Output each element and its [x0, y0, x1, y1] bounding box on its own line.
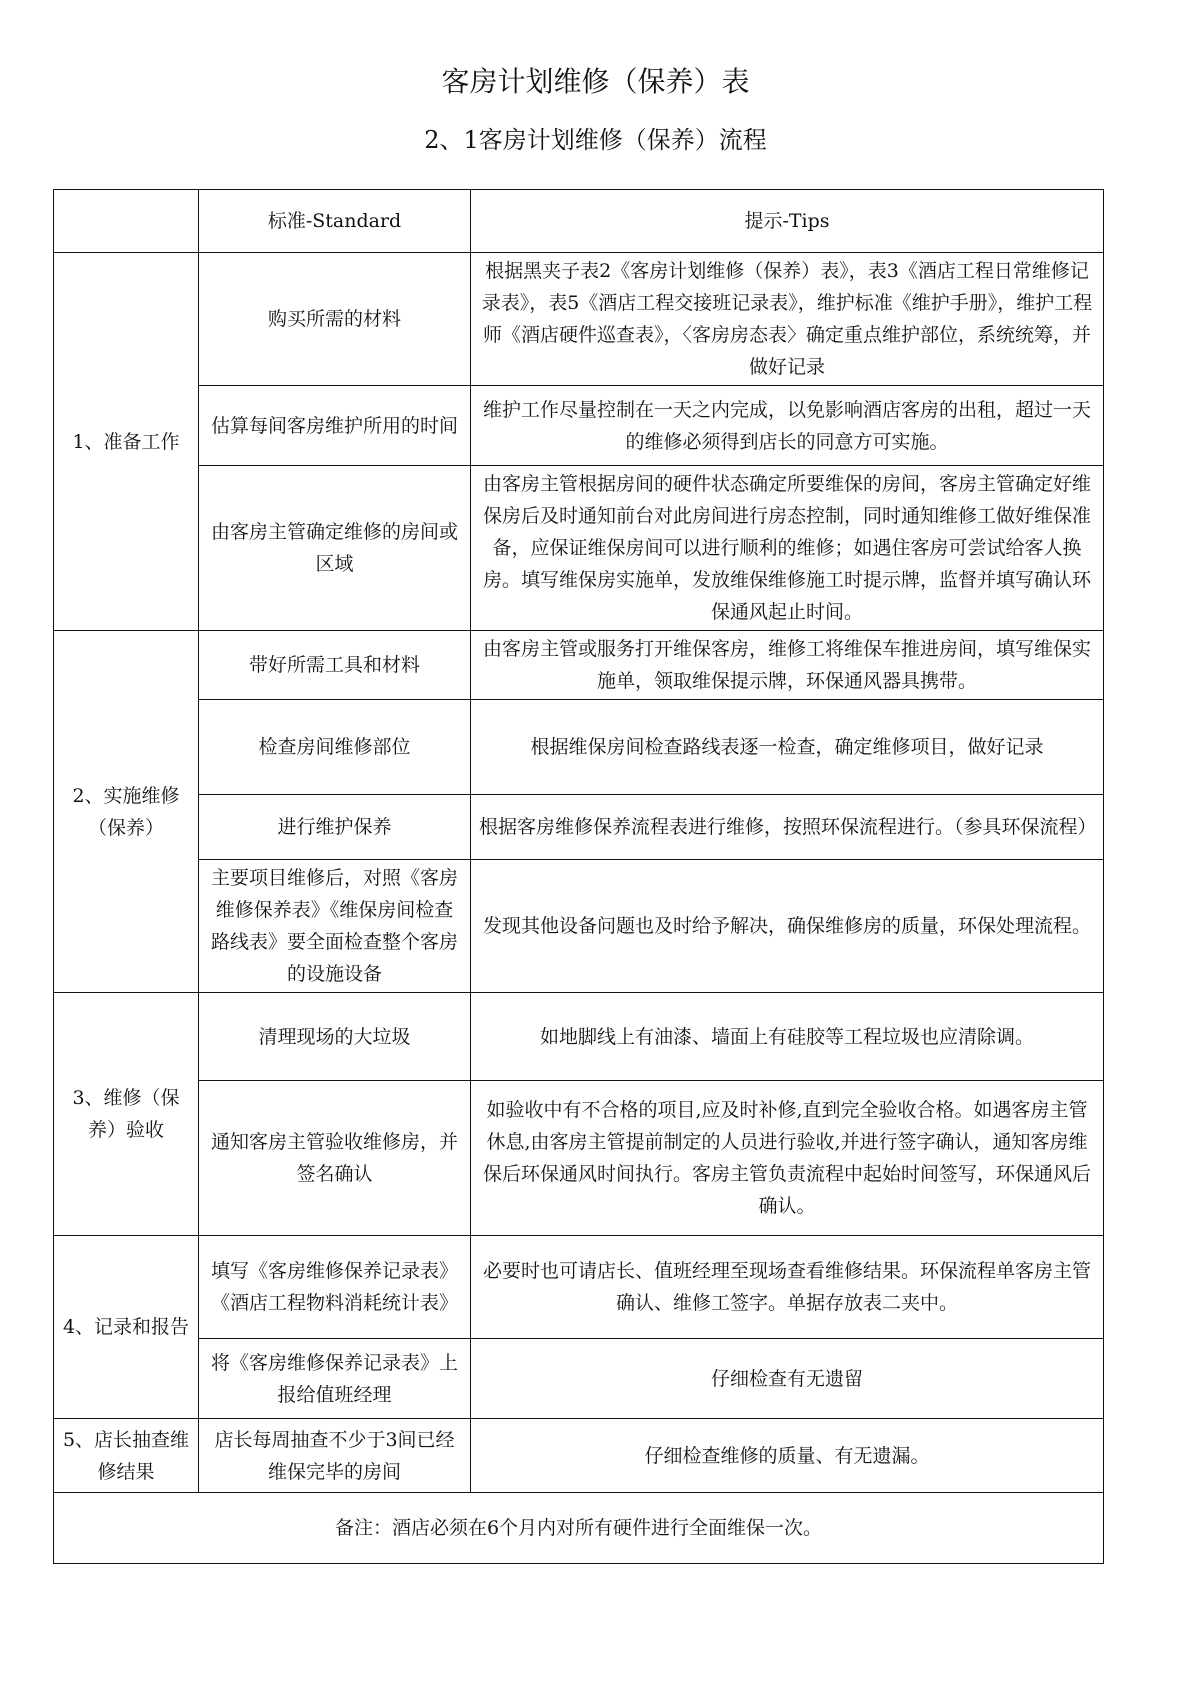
tip-cell: 必要时也可请店长、值班经理至现场查看维修结果。环保流程单客房主管确认、维修工签字。单据存放表二夹中。	[471, 1236, 1104, 1339]
table-row	[54, 1339, 1104, 1419]
tip-cell: 仔细检查有无遗留	[471, 1339, 1104, 1419]
tip-cell: 发现其他设备问题也及时给予解决，确保维修房的质量，环保处理流程。	[471, 860, 1104, 993]
standard-cell: 填写《客房维修保养记录表》《酒店工程物料消耗统计表》	[199, 1236, 471, 1339]
phase-cell: 3、维修（保养）验收	[54, 993, 199, 1236]
tip-cell: 根据维保房间检查路线表逐一检查，确定维修项目，做好记录	[471, 700, 1104, 795]
note-cell: 备注：酒店必须在6个月内对所有硬件进行全面维保一次。	[54, 1493, 1104, 1564]
tip-cell: 由客房主管根据房间的硬件状态确定所要维保的房间，客房主管确定好维保房后及时通知前台对此房间进行房态控制，同时通知维修工做好维保准备，应保证维保房间可以进行顺利的维修；如遇住客房可尝试给客人换房。填写维保房实施单，发放维保维修施工时提示牌，监督并填写确认环保通风起止时间。	[471, 466, 1104, 631]
standard-cell: 购买所需的材料	[199, 253, 471, 386]
tip-cell: 仔细检查维修的质量、有无遗漏。	[471, 1419, 1104, 1493]
document-title: 客房计划维修（保养）表	[441, 65, 750, 98]
header-standard: 标准-Standard	[199, 190, 471, 253]
phase-cell: 1、准备工作	[54, 253, 199, 631]
table-row	[54, 631, 1104, 700]
table-header-row	[54, 190, 1104, 253]
phase-cell: 2、实施维修（保养）	[54, 631, 199, 993]
table-row	[54, 1081, 1104, 1236]
tip-cell: 维护工作尽量控制在一天之内完成，以免影响酒店客房的出租，超过一天的维修必须得到店长的同意方可实施。	[471, 386, 1104, 466]
standard-cell: 清理现场的大垃圾	[199, 993, 471, 1081]
maintenance-process-table	[53, 189, 1104, 1564]
standard-cell: 通知客房主管验收维修房，并签名确认	[199, 1081, 471, 1236]
table-row	[54, 1419, 1104, 1493]
table-row	[54, 1236, 1104, 1339]
table-row	[54, 700, 1104, 795]
standard-cell: 带好所需工具和材料	[199, 631, 471, 700]
table-row	[54, 795, 1104, 860]
note-row	[54, 1493, 1104, 1564]
standard-cell: 由客房主管确定维修的房间或区域	[199, 466, 471, 631]
standard-cell: 估算每间客房维护所用的时间	[199, 386, 471, 466]
tip-cell: 根据黑夹子表2《客房计划维修（保养）表》，表3《酒店工程日常维修记录表》，表5《酒店工程交接班记录表》，维护标准《维护手册》，维护工程师《酒店硬件巡查表》，〈客房房态表〉确定重点维护部位，系统统筹，并做好记录	[471, 253, 1104, 386]
standard-cell: 检查房间维修部位	[199, 700, 471, 795]
phase-cell: 4、记录和报告	[54, 1236, 199, 1419]
phase-cell: 5、店长抽查维修结果	[54, 1419, 199, 1493]
table-row	[54, 386, 1104, 466]
table-row	[54, 253, 1104, 386]
standard-cell: 将《客房维修保养记录表》上报给值班经理	[199, 1339, 471, 1419]
standard-cell: 主要项目维修后，对照《客房维修保养表》《维保房间检查路线表》要全面检查整个客房的设施设备	[199, 860, 471, 993]
tip-cell: 如验收中有不合格的项目,应及时补修,直到完全验收合格。如遇客房主管休息,由客房主管提前制定的人员进行验收,并进行签字确认，通知客房维保后环保通风时间执行。客房主管负责流程中起始时间签写，环保通风后确认。	[471, 1081, 1104, 1236]
standard-cell: 店长每周抽查不少于3间已经维保完毕的房间	[199, 1419, 471, 1493]
table-row	[54, 466, 1104, 631]
table-row	[54, 993, 1104, 1081]
tip-cell: 如地脚线上有油漆、墙面上有硅胶等工程垃圾也应清除调。	[471, 993, 1104, 1081]
tip-cell: 根据客房维修保养流程表进行维修，按照环保流程进行。（参具环保流程）	[471, 795, 1104, 860]
document-subtitle: 2、1客房计划维修（保养）流程	[424, 126, 767, 154]
standard-cell: 进行维护保养	[199, 795, 471, 860]
header-blank-cell	[54, 190, 199, 253]
table-row	[54, 860, 1104, 993]
tip-cell: 由客房主管或服务打开维保客房，维修工将维保车推进房间，填写维保实施单，领取维保提示牌，环保通风器具携带。	[471, 631, 1104, 700]
header-tips: 提示-Tips	[471, 190, 1104, 253]
